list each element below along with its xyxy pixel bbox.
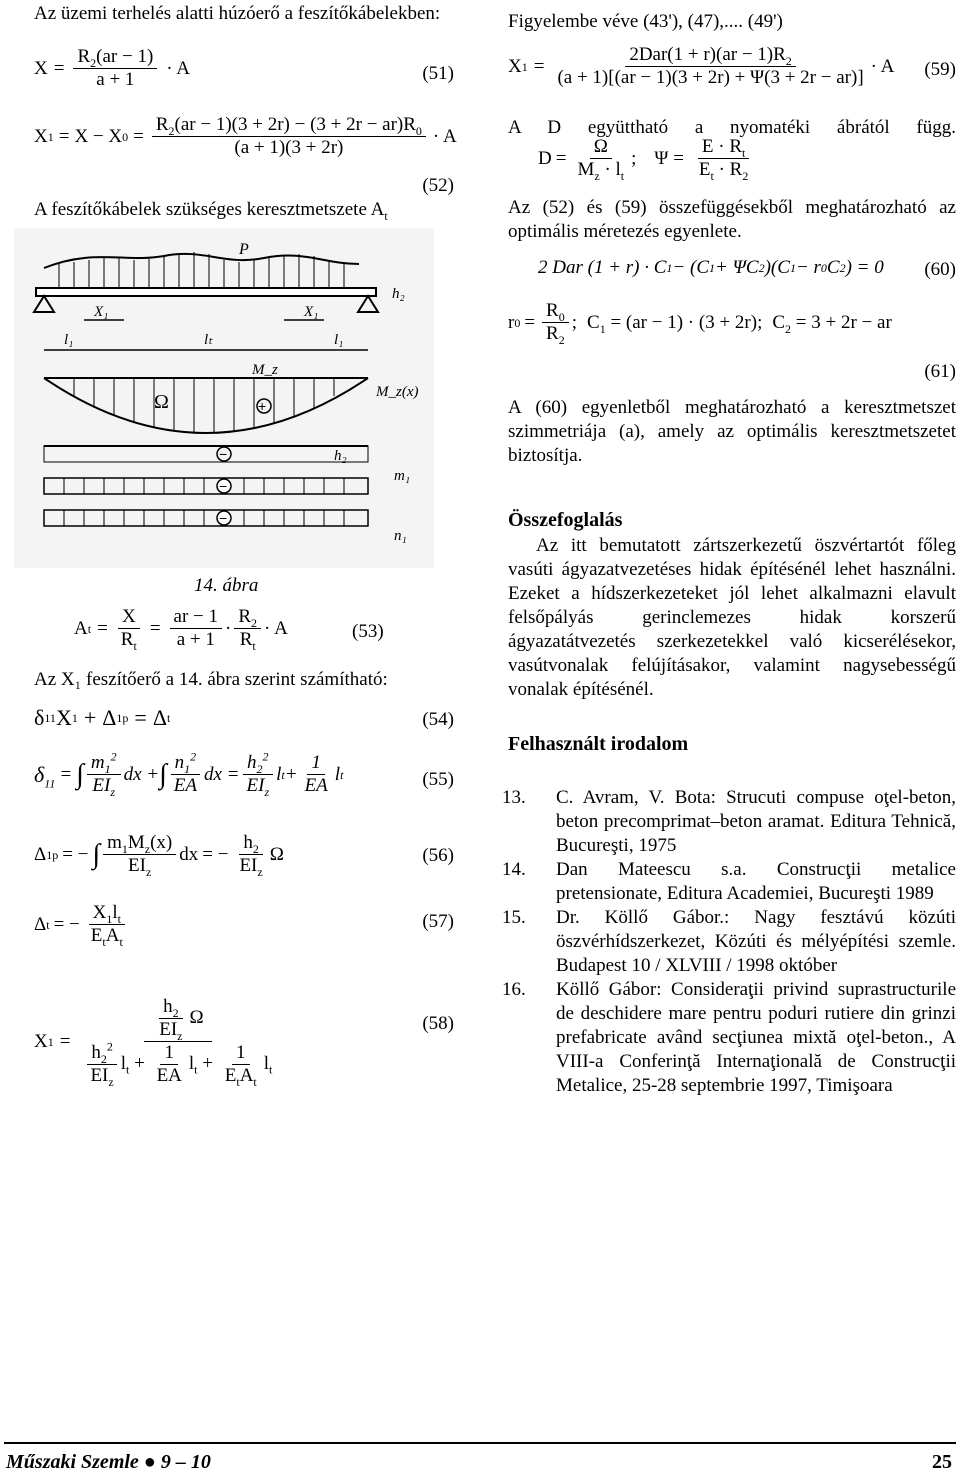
- svg-text:X₁: X₁: [94, 304, 109, 320]
- svg-text:−: −: [219, 446, 228, 462]
- az-paragraph: Az (52) és (59) összefüggésekből meghatározható az optimális méretezés egyenlete.: [508, 197, 956, 242]
- equation-59: X 1 = $\frac{2Dar(1 + r)(ar - 1)R_2}{(a + 1)[(ar - 1)(3 + 2r) + \Psi(3 + 2r - ar)]}$ · A (59): [508, 44, 956, 88]
- page-number: 25: [932, 1451, 952, 1473]
- svg-text:lₜ: lₜ: [204, 332, 213, 348]
- a60-paragraph: A (60) egyenletből meghatározható a keresztmetszet szimmetriája (a), amely az optimális keresztmetszetet biztosítja.: [508, 397, 956, 466]
- equation-56: Δ 1p = − ∫ $\frac{m_1M_z(x)}{EI_z}$ dx = − $\frac{h_2}{EI_z}$ Ω (56): [34, 832, 454, 879]
- svg-text:M_z: M_z: [252, 362, 278, 378]
- svg-text:+: +: [258, 398, 267, 414]
- reference-item: 16. Köllő Gábor: Consideraţii privind suprastructurile de deschidere mare pentru poduri rutiere din grinzi prefabricate având secţiunea mixtă oţel-beton., A VIII-a Conferinţă Internaţională de Construcţii Metalice, 25-28 septembrie 1997, Timişoara: [502, 979, 956, 1096]
- footer-rule: [4, 1442, 956, 1444]
- equation-57: Δ t = − $\frac{X_1l_t}{E_tA_t}$ (57): [34, 902, 454, 949]
- eq60-number: (60): [924, 259, 956, 280]
- equation-51: X = $\frac{R_2(ar - 1)}{a + 1}$ · A (51): [34, 46, 454, 90]
- svg-text:l₁: l₁: [64, 332, 74, 348]
- eq53-number: (53): [352, 621, 384, 642]
- equation-53: A t = $\frac{X}{R_t}$ = $\frac{ar - 1}{a + 1}$ · $\frac{R_2}{R_t}$ · A (53): [74, 606, 384, 653]
- svg-text:M_z(x): M_z(x): [376, 384, 419, 400]
- equation-55: $\delta_{11}$ = ∫ $\frac{m_1^2}{EI_z}$ dx + ∫ $\frac{n_1^2}{EA}$ dx = $\frac{h_2^2}{EI_z}$ l t + $\frac{1}{EA}$ l t (55): [34, 749, 454, 799]
- eq59-number: (59): [924, 59, 956, 80]
- ad-paragraph: A D együttható a nyomatéki ábrától függ.: [508, 117, 956, 138]
- references-list: [502, 786, 956, 1098]
- reference-item: 14. Dan Mateescu s.a. Construcţii metalice pretensionate, Editura Academiei, Bucureşti 1989: [502, 859, 956, 904]
- summary-paragraph: Az itt bemutatott zártszerkezetű öszvértartót főleg vasúti ágyazatvezetéses hidak építésénél lehet használni. Ezeket a hídszerkezeteket jól lehet alkalmazni elavult felsőpályás gerinclemezes hidak korszerű ágyazatátvezetés szerkezetekkel való kicserélésekor, vasútvonalak felújításakor, valamint nagysebességű vonalak építésénél.: [508, 535, 956, 700]
- svg-text:Ω: Ω: [154, 391, 169, 413]
- cable-paragraph: [34, 198, 454, 222]
- reference-item: 13. C. Avram, V. Bota: Strucuti compuse oţel-beton, beton precomprimat–beton aramat. Editura Tehnică, Bucureşti, 1975: [502, 787, 956, 856]
- equation-60: 2 Dar (1 + r) · C 1 − (C 1 + ΨC 2 )(C 1 − r 0 C 2 ) = 0 (60): [538, 257, 956, 280]
- summary-heading: Összefoglalás: [508, 509, 623, 531]
- page-footer: [0, 1438, 960, 1474]
- equation-58: X 1 = $\frac{h_2}{EI_z}$ Ω $\frac{h_2^2}{EI_z}$ $l_t$ + $\frac{1}{EA}$ $l_t$ + $\frac{1}{E_tA_t}$ $l_t$ (58): [34, 996, 454, 1089]
- svg-text:−: −: [219, 510, 228, 526]
- eq57-number: (57): [422, 911, 454, 932]
- x1-paragraph: Az X₁ feszítőerő a 14. ábra szerint számítható:: [34, 669, 388, 690]
- eq58-number: (58): [422, 1013, 454, 1034]
- figure-caption: 14. ábra: [194, 575, 259, 596]
- cable-text: A feszítőkábelek szükséges keresztmetszete A: [34, 199, 385, 220]
- magazine-name: Műszaki Szemle ● 9 – 10: [6, 1451, 211, 1473]
- intro-paragraph: Az üzemi terhelés alatti húzóerő a feszítőkábelekben:: [34, 3, 441, 24]
- cable-text-sub: t: [384, 208, 388, 223]
- eq54-number: (54): [422, 709, 454, 730]
- svg-text:h₂: h₂: [334, 448, 347, 464]
- beam: [36, 288, 376, 296]
- svg-text:n₁: n₁: [394, 528, 407, 544]
- figure-label-p: P: [239, 241, 249, 258]
- references-heading: Felhasznált irodalom: [508, 733, 689, 755]
- eq56-number: (56): [422, 845, 454, 866]
- eq55-number: (55): [422, 769, 454, 790]
- svg-text:−: −: [219, 478, 228, 494]
- svg-text:X₁: X₁: [304, 304, 319, 320]
- svg-text:h₂: h₂: [392, 286, 405, 302]
- eq52-number: (52): [422, 175, 454, 196]
- figure-14: [14, 228, 434, 568]
- reference-item: 15. Dr. Köllő Gábor.: Nagy fesztávú közúti öszvérhídszerkezet, Közúti és mélyépítési szemle. Budapest 10 / XLVIII / 1998 október: [502, 907, 956, 976]
- equation-52: X 1 = X − X 0 = $\frac{R_2(ar - 1)(3 + 2r) - (3 + 2r - ar)R_0}{(a + 1)(3 + 2r)}$ · A (52): [34, 114, 457, 196]
- figyelembe-paragraph: Figyelembe véve (43'), (47),.... (49'): [508, 11, 783, 32]
- d-psi-equation: D = $\frac{\Omega}{M_z \cdot l_t}$ ; Ψ = $\frac{E \cdot R_t}{E_t \cdot R_2}$: [538, 136, 749, 183]
- svg-text:m₁: m₁: [394, 468, 411, 484]
- eq51-number: (51): [422, 63, 454, 84]
- svg-text:l₁: l₁: [334, 332, 344, 348]
- equation-54: δ 11 X 1 + Δ 1p = Δ t (54): [34, 705, 454, 730]
- eq61-number: (61): [924, 361, 956, 382]
- equation-61: r 0 = $\frac{R_0}{R_2}$ ; $C_1 = (ar - 1) \cdot (3 + 2r)$; $C_2 = 3 + 2r$ − ar (61): [508, 300, 956, 382]
